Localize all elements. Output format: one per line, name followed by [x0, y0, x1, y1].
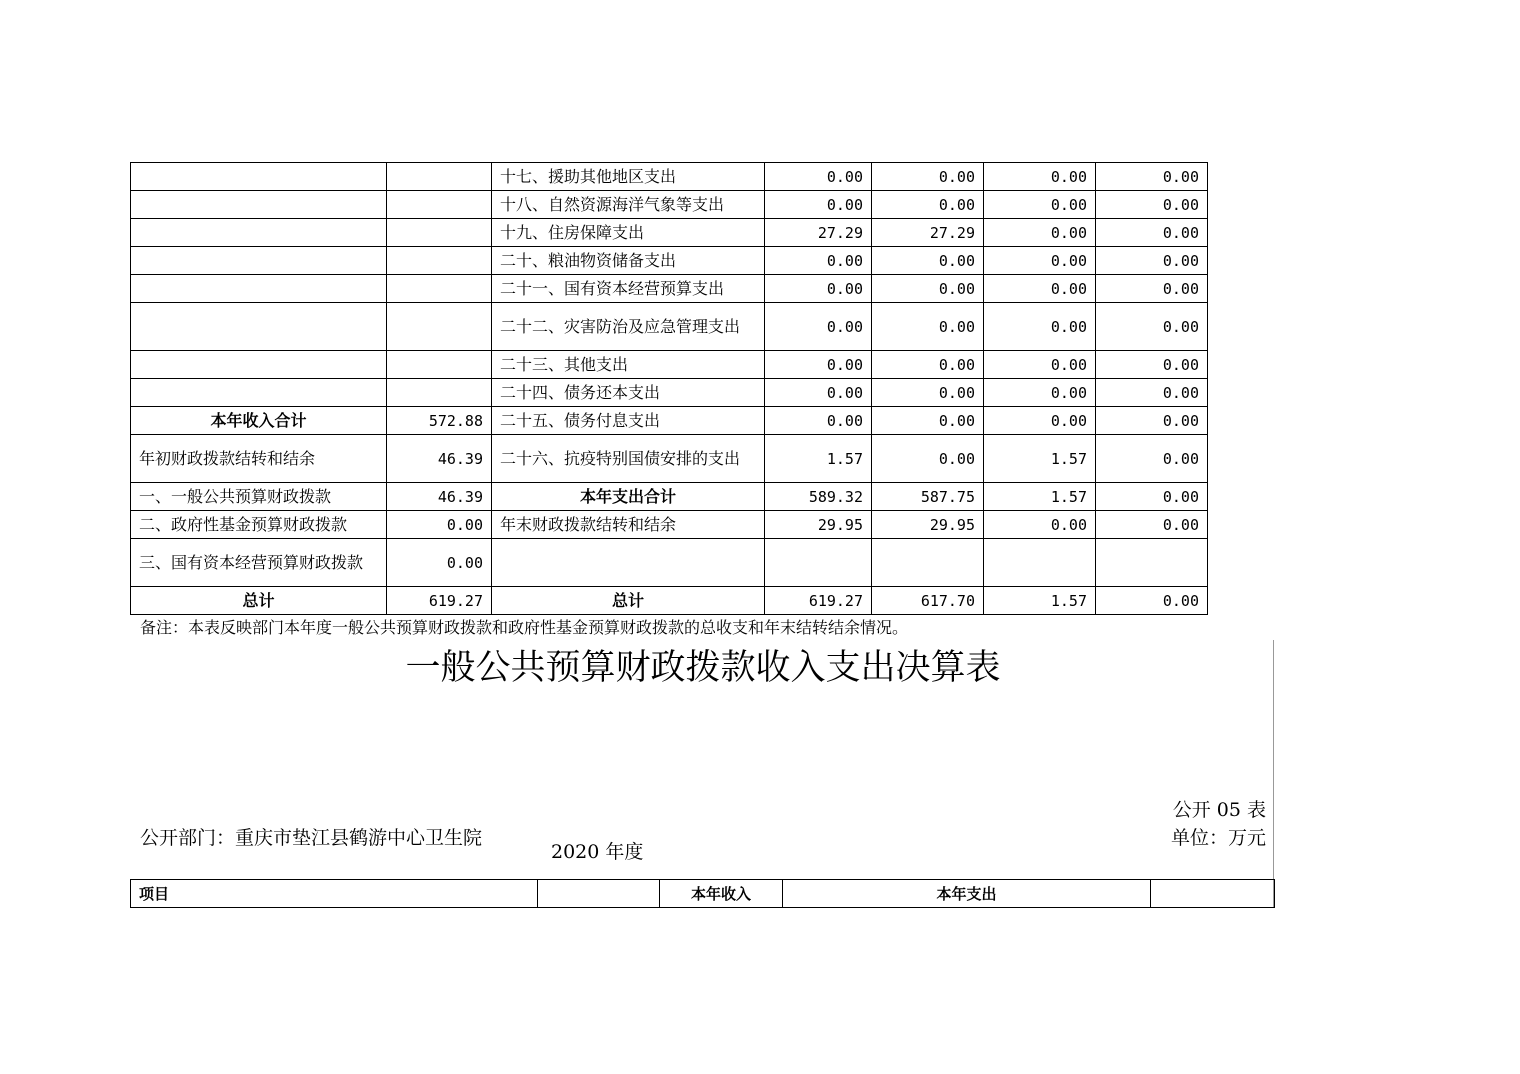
- cell-fund: 0.00: [984, 247, 1096, 275]
- cell-capital: 0.00: [1096, 247, 1208, 275]
- table-row: [131, 539, 1208, 587]
- cell-general: 617.70: [872, 587, 984, 615]
- row-label-b: 十八、自然资源海洋气象等支出: [492, 191, 765, 219]
- cell-fund: 0.00: [984, 511, 1096, 539]
- cell-general: 0.00: [872, 303, 984, 351]
- cell-fund: 0.00: [984, 191, 1096, 219]
- cell-total: 589.32: [765, 483, 872, 511]
- cell-capital: 0.00: [1096, 435, 1208, 483]
- cell-total: 27.29: [765, 219, 872, 247]
- row-value-a: [387, 219, 492, 247]
- report-year: 2020 年度: [551, 841, 644, 863]
- row-label-a: 二、政府性基金预算财政拨款: [131, 511, 387, 539]
- cell-capital: 0.00: [1096, 483, 1208, 511]
- report-title: 一般公共预算财政拨款收入支出决算表: [405, 648, 1001, 688]
- row-label-a: 年初财政拨款结转和结余: [131, 435, 387, 483]
- row-label-a: [131, 219, 387, 247]
- row-label-a: [131, 379, 387, 407]
- cell-fund: 1.57: [984, 587, 1096, 615]
- table-row: [131, 435, 1208, 483]
- cell-general: 27.29: [872, 219, 984, 247]
- row-value-a: [387, 163, 492, 191]
- cell-total: 0.00: [765, 191, 872, 219]
- row-label-b: 本年支出合计: [492, 483, 765, 511]
- cell-fund: 0.00: [984, 163, 1096, 191]
- row-value-a: [387, 379, 492, 407]
- cell-general: 29.95: [872, 511, 984, 539]
- cell-general: 0.00: [872, 191, 984, 219]
- department-label: 公开部门：重庆市垫江县鹤游中心卫生院: [140, 827, 483, 849]
- row-label-a: [131, 275, 387, 303]
- row-label-b: 二十二、灾害防治及应急管理支出: [492, 303, 765, 351]
- cell-general: 587.75: [872, 483, 984, 511]
- cell-capital: 0.00: [1096, 351, 1208, 379]
- header-row: [131, 880, 1275, 908]
- upper-table: [130, 162, 1208, 615]
- row-value-a: 46.39: [387, 435, 492, 483]
- cell-capital: [1096, 539, 1208, 587]
- cell-total: 619.27: [765, 587, 872, 615]
- table-note: 备注：本表反映部门本年度一般公共预算财政拨款和政府性基金预算财政拨款的总收支和年末结转结余情况。: [140, 618, 909, 637]
- row-value-a: [387, 351, 492, 379]
- cell-total: 0.00: [765, 407, 872, 435]
- cell-fund: [984, 539, 1096, 587]
- header-item: 项目: [131, 880, 538, 908]
- row-value-a: [387, 191, 492, 219]
- form-number: 公开 05 表: [1172, 799, 1266, 821]
- table-row: [131, 587, 1208, 615]
- cell-total: [765, 539, 872, 587]
- row-label-a: 一、一般公共预算财政拨款: [131, 483, 387, 511]
- cell-capital: 0.00: [1096, 191, 1208, 219]
- row-value-a: 46.39: [387, 483, 492, 511]
- cell-total: 1.57: [765, 435, 872, 483]
- header-expense: 本年支出: [783, 880, 1151, 908]
- cell-general: 0.00: [872, 435, 984, 483]
- row-value-a: 0.00: [387, 539, 492, 587]
- cell-total: 0.00: [765, 275, 872, 303]
- cell-capital: 0.00: [1096, 303, 1208, 351]
- cell-general: [872, 539, 984, 587]
- table-row: [131, 163, 1208, 191]
- table-row: [131, 219, 1208, 247]
- cell-fund: 0.00: [984, 379, 1096, 407]
- row-label-b: [492, 539, 765, 587]
- row-value-a: 0.00: [387, 511, 492, 539]
- cell-fund: 0.00: [984, 219, 1096, 247]
- cell-capital: 0.00: [1096, 379, 1208, 407]
- cell-general: 0.00: [872, 379, 984, 407]
- cell-general: 0.00: [872, 247, 984, 275]
- cell-capital: 0.00: [1096, 407, 1208, 435]
- unit-label: 单位：万元: [1170, 827, 1266, 849]
- row-label-b: 二十、粮油物资储备支出: [492, 247, 765, 275]
- row-label-b: 十七、援助其他地区支出: [492, 163, 765, 191]
- cell-fund: 0.00: [984, 407, 1096, 435]
- row-value-a: [387, 303, 492, 351]
- cell-capital: 0.00: [1096, 587, 1208, 615]
- cell-capital: 0.00: [1096, 275, 1208, 303]
- lower-table: [130, 879, 1275, 908]
- table-row: [131, 483, 1208, 511]
- row-label-a: [131, 351, 387, 379]
- row-value-a: 619.27: [387, 587, 492, 615]
- row-label-a: [131, 191, 387, 219]
- cell-general: 0.00: [872, 275, 984, 303]
- row-label-b: 二十六、抗疫特别国债安排的支出: [492, 435, 765, 483]
- cell-capital: 0.00: [1096, 511, 1208, 539]
- row-label-b: 十九、住房保障支出: [492, 219, 765, 247]
- cell-capital: 0.00: [1096, 219, 1208, 247]
- row-label-b: 二十五、债务付息支出: [492, 407, 765, 435]
- table-row: [131, 407, 1208, 435]
- row-label-a: [131, 303, 387, 351]
- cell-fund: 1.57: [984, 435, 1096, 483]
- row-label-a: 本年收入合计: [131, 407, 387, 435]
- header-income: 本年收入: [660, 880, 783, 908]
- row-label-a: [131, 163, 387, 191]
- row-label-a: 总计: [131, 587, 387, 615]
- row-label-a: [131, 247, 387, 275]
- table-row: [131, 511, 1208, 539]
- row-label-b: 二十一、国有资本经营预算支出: [492, 275, 765, 303]
- cell-total: 0.00: [765, 163, 872, 191]
- row-value-a: 572.88: [387, 407, 492, 435]
- cell-general: 0.00: [872, 163, 984, 191]
- table-row: [131, 379, 1208, 407]
- cell-total: 0.00: [765, 247, 872, 275]
- row-label-a: 三、国有资本经营预算财政拨款: [131, 539, 387, 587]
- cell-total: 0.00: [765, 379, 872, 407]
- header-blank: [538, 880, 660, 908]
- cell-fund: 0.00: [984, 351, 1096, 379]
- cell-fund: 0.00: [984, 275, 1096, 303]
- table-row: [131, 303, 1208, 351]
- row-value-a: [387, 275, 492, 303]
- row-value-a: [387, 247, 492, 275]
- cell-total: 29.95: [765, 511, 872, 539]
- row-label-b: 总计: [492, 587, 765, 615]
- table-row: [131, 247, 1208, 275]
- table-row: [131, 275, 1208, 303]
- row-label-b: 年末财政拨款结转和结余: [492, 511, 765, 539]
- cell-fund: 1.57: [984, 483, 1096, 511]
- table-row: [131, 351, 1208, 379]
- row-label-b: 二十三、其他支出: [492, 351, 765, 379]
- cell-fund: 0.00: [984, 303, 1096, 351]
- cell-total: 0.00: [765, 351, 872, 379]
- cell-total: 0.00: [765, 303, 872, 351]
- cell-general: 0.00: [872, 407, 984, 435]
- row-label-b: 二十四、债务还本支出: [492, 379, 765, 407]
- cell-general: 0.00: [872, 351, 984, 379]
- cell-capital: 0.00: [1096, 163, 1208, 191]
- header-blank: [1151, 880, 1275, 908]
- table-row: [131, 191, 1208, 219]
